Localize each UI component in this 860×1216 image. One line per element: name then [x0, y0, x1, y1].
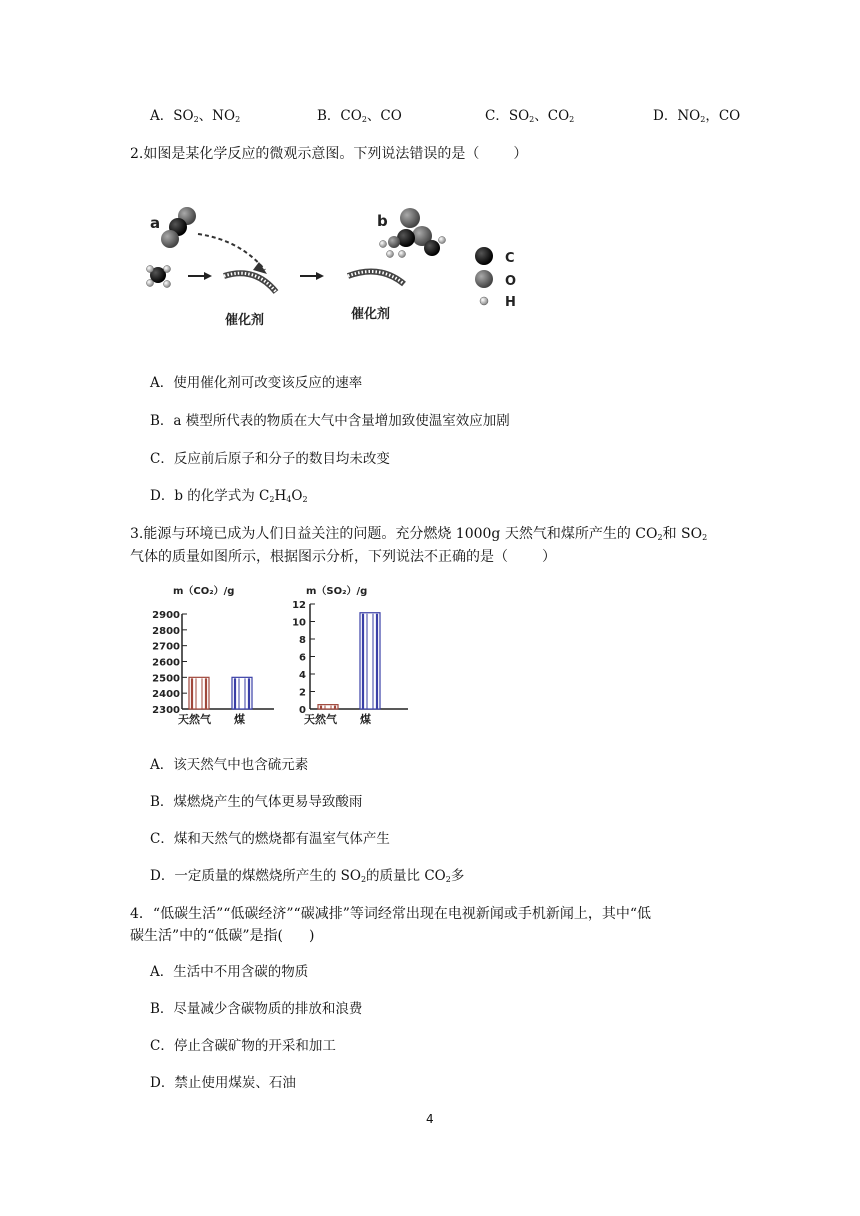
catalyst-surface-icon — [348, 272, 404, 285]
hydrogen-atom-icon — [480, 297, 488, 305]
q3-option-d: D．一定质量的煤燃烧所产生的 $SO_2$的质量比 $CO_2$多 — [150, 868, 465, 884]
q2-option-a: A．使用催化剂可改变该反应的速率 — [150, 375, 363, 391]
y-tick-label: 2 — [299, 687, 306, 699]
x-tick-label: 天然气 — [178, 713, 211, 726]
q4-stem-line1: 4．“低碳生活”“低碳经济”“碳减排”等词经常出现在电视新闻或手机新闻上，其中“低 — [130, 906, 652, 922]
reaction-diagram — [140, 196, 540, 336]
label-a: a — [150, 214, 161, 232]
q4-option-a: A．生活中不用含碳的物质 — [150, 964, 309, 980]
q2-option-c: C．反应前后原子和分子的数目均未改变 — [150, 451, 390, 467]
q3-option-b: B．煤燃烧产生的气体更易导致酸雨 — [150, 794, 363, 810]
svg-text:O: O — [505, 274, 517, 289]
y-tick-label: 0 — [299, 705, 306, 716]
catalyst-label-1: 催化剂 — [225, 313, 265, 328]
co2-bar-chart — [148, 580, 278, 730]
carbon-atom-icon — [475, 247, 493, 265]
y-tick-label: 4 — [299, 670, 306, 681]
q2-option-d: D．b 的化学式为 $C_2H_4O_2$ — [150, 488, 308, 504]
q1-option-c: C．$SO_2$、$CO_2$ — [485, 108, 575, 124]
chart-title: m（SO₂）/g — [306, 586, 368, 597]
x-tick-label: 煤 — [360, 713, 371, 726]
x-tick-label: 煤 — [234, 713, 245, 726]
y-tick-label: 8 — [299, 635, 306, 646]
q3-option-c: C．煤和天然气的燃烧都有温室气体产生 — [150, 831, 390, 847]
q1-option-b: B．$CO_2$、CO — [317, 108, 402, 124]
y-tick-label: 2800 — [152, 625, 180, 637]
y-tick-label: 2500 — [152, 673, 180, 685]
y-tick-label: 2600 — [152, 657, 180, 669]
q3-stem-line1: 3.能源与环境已成为人们日益关注的问题。充分燃烧 1000g 天然气和煤所产生的 $CO_2$和 $SO_2$ — [130, 526, 708, 542]
y-tick-label: 2300 — [152, 705, 180, 716]
q3-option-a: A．该天然气中也含硫元素 — [150, 757, 309, 773]
q4-stem-line2: 碳生活”中的“低碳”是指( ) — [130, 928, 315, 944]
chart-title: m（CO₂）/g — [173, 586, 235, 597]
q4-option-d: D．禁止使用煤炭、石油 — [150, 1075, 296, 1091]
catalyst-label-2: 催化剂 — [351, 307, 391, 322]
q2-stem: 2.如图是某化学反应的微观示意图。下列说法错误的是（ ） — [130, 146, 528, 162]
molecule-hydrogen-icon — [147, 266, 171, 288]
molecule-a-icon — [161, 207, 196, 248]
svg-text:H: H — [505, 295, 516, 310]
catalyst-surface-icon — [224, 273, 276, 292]
y-tick-label: 10 — [292, 617, 306, 629]
molecule-b-icon — [380, 208, 446, 258]
y-tick-label: 2900 — [152, 610, 180, 621]
so2-bar-chart — [284, 580, 414, 730]
label-b: b — [377, 212, 388, 230]
y-tick-label: 2400 — [152, 689, 180, 701]
y-tick-label: 2700 — [152, 641, 180, 653]
y-tick-label: 6 — [299, 652, 306, 664]
q4-option-b: B．尽量减少含碳物质的排放和浪费 — [150, 1001, 363, 1017]
q2-option-b: B．a 模型所代表的物质在大气中含量增加致使温室效应加剧 — [150, 413, 510, 429]
x-tick-label: 天然气 — [304, 713, 337, 726]
q4-option-c: C．停止含碳矿物的开采和加工 — [150, 1038, 336, 1054]
q1-option-d: D．$NO_2$，CO — [653, 108, 741, 124]
page-number: 4 — [426, 1112, 434, 1126]
oxygen-atom-icon — [475, 270, 493, 288]
q3-stem-line2: 气体的质量如图所示，根据图示分析，下列说法不正确的是（ ） — [130, 549, 556, 565]
atom-legend — [475, 247, 516, 310]
y-tick-label: 12 — [292, 600, 306, 611]
svg-text:C: C — [505, 251, 515, 266]
q1-option-a: A．$SO_2$、$NO_2$ — [150, 108, 241, 124]
